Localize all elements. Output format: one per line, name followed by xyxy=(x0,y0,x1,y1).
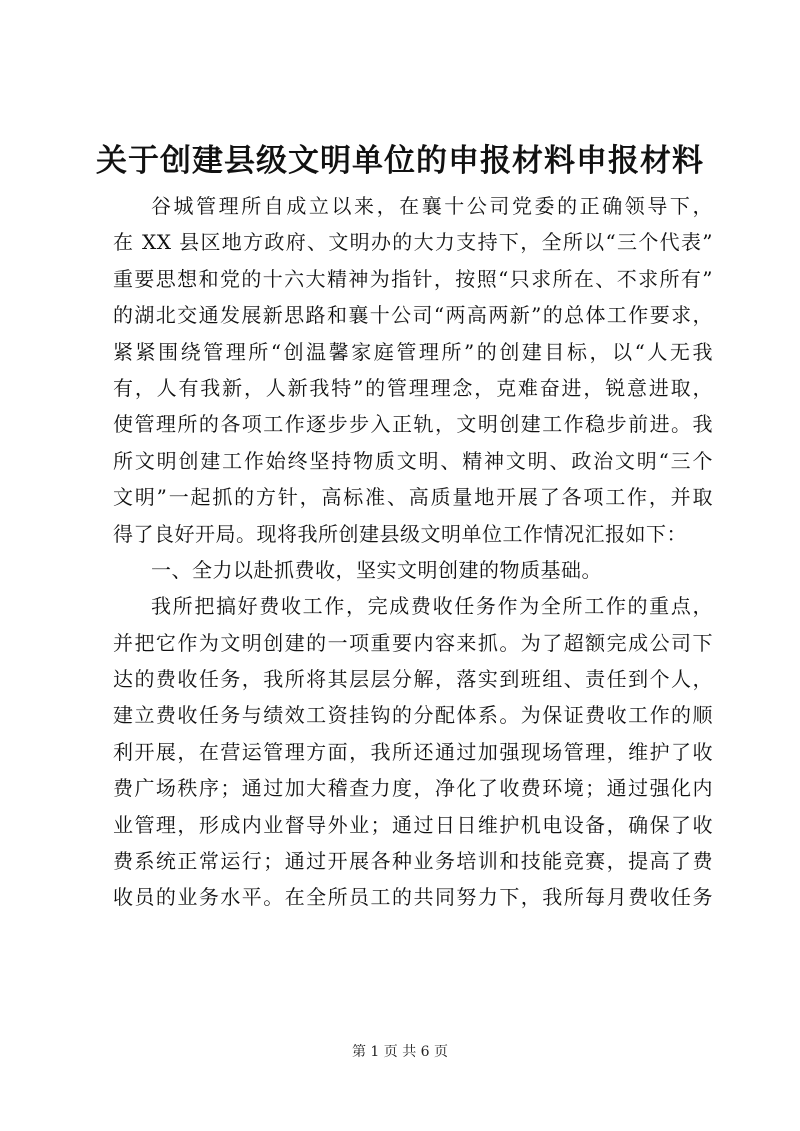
body-line: 达的费收任务，我所将其层层分解，落实到班组、责任到个人， xyxy=(113,667,713,692)
body-line: 所文明创建工作始终坚持物质文明、精神文明、政治文明“三个 xyxy=(113,448,713,473)
body-line: 在 XX 县区地方政府、文明办的大力支持下，全所以“三个代表” xyxy=(113,230,713,255)
body-line: 有，人有我新，人新我特”的管理理念，克难奋进，锐意进取， xyxy=(113,375,713,400)
body-line: 的湖北交通发展新思路和襄十公司“两高两新”的总体工作要求， xyxy=(113,303,713,328)
document-body xyxy=(113,188,713,916)
body-line: 文明”一起抓的方针，高标准、高质量地开展了各项工作，并取 xyxy=(113,485,713,510)
body-line: 业管理，形成内业督导外业；通过日日维护机电设备，确保了收 xyxy=(113,812,713,837)
body-line: 得了良好开局。现将我所创建县级文明单位工作情况汇报如下： xyxy=(113,521,687,546)
body-line: 费系统正常运行；通过开展各种业务培训和技能竞赛，提高了费 xyxy=(113,849,713,874)
body-line: 使管理所的各项工作逐步步入正轨，文明创建工作稳步前进。我 xyxy=(113,412,713,437)
body-line: 谷城管理所自成立以来，在襄十公司党委的正确领导下， xyxy=(151,194,713,218)
body-line: 并把它作为文明创建的一项重要内容来抓。为了超额完成公司下 xyxy=(113,630,713,655)
body-line: 建立费收任务与绩效工资挂钩的分配体系。为保证费收工作的顺 xyxy=(113,703,713,728)
body-line: 我所把搞好费收工作，完成费收任务作为全所工作的重点， xyxy=(151,594,713,619)
body-line: 费广场秩序；通过加大稽查力度，净化了收费环境；通过强化内 xyxy=(113,776,713,801)
page-footer: 第 1 页 共 6 页 xyxy=(351,1044,449,1060)
document-title: 关于创建县级文明单位的申报材料申报材料 xyxy=(96,143,704,179)
body-line: 收员的业务水平。在全所员工的共同努力下，我所每月费收任务 xyxy=(113,885,713,910)
body-line: 利开展，在营运管理方面，我所还通过加强现场管理，维护了收 xyxy=(113,739,713,764)
section-heading: 一、全力以赴抓费收，坚实文明创建的物质基础。 xyxy=(151,557,602,582)
body-line: 紧紧围绕管理所“创温馨家庭管理所”的创建目标，以“人无我 xyxy=(113,339,713,364)
body-line: 重要思想和党的十六大精神为指针，按照“只求所在、不求所有” xyxy=(113,266,713,291)
